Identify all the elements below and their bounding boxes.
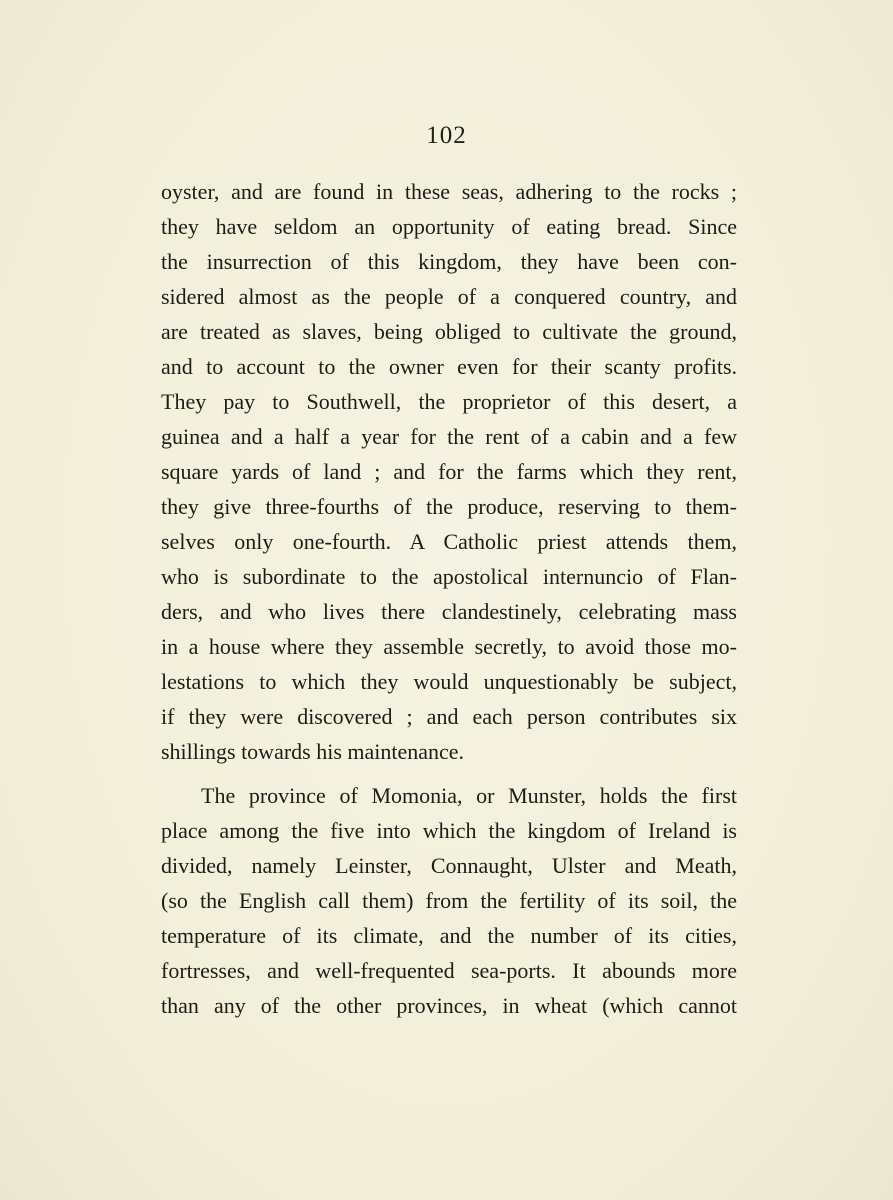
text-line-paragraph-start: The province of Momonia, or Munster, holds the first (201, 783, 737, 808)
text-line: temperature of its climate, and the number of its cities, (161, 923, 737, 948)
text-line: the insurrection of this kingdom, they have been con- (161, 249, 737, 274)
body-text (161, 174, 737, 1023)
page-number: 102 (426, 122, 467, 149)
text-line: who is subordinate to the apostolical internuncio of Flan- (161, 564, 737, 589)
text-line-paragraph-end: shillings towards his maintenance. (161, 739, 465, 764)
text-line: are treated as slaves, being obliged to cultivate the ground, (161, 319, 737, 344)
text-line: they have seldom an opportunity of eating bread. Since (161, 214, 737, 239)
text-line: they give three-fourths of the produce, reserving to them- (161, 494, 737, 519)
text-line: lestations to which they would unquestionably be subject, (161, 669, 737, 694)
text-line: fortresses, and well-frequented sea-ports. It abounds more (161, 958, 737, 983)
text-line: selves only one-fourth. A Catholic priest attends them, (161, 529, 737, 554)
text-line: place among the five into which the kingdom of Ireland is (161, 818, 737, 843)
text-line: and to account to the owner even for their scanty profits. (161, 354, 737, 379)
text-line: divided, namely Leinster, Connaught, Ulster and Meath, (161, 853, 737, 878)
text-line: ders, and who lives there clandestinely, celebrating mass (161, 599, 737, 624)
text-line: than any of the other provinces, in wheat (which cannot (161, 993, 737, 1018)
text-line: (so the English call them) from the fertility of its soil, the (161, 888, 737, 913)
text-line: square yards of land ; and for the farms which they rent, (161, 459, 737, 484)
text-line: guinea and a half a year for the rent of a cabin and a few (161, 424, 737, 449)
text-line: oyster, and are found in these seas, adhering to the rocks ; (161, 179, 737, 204)
text-line: in a house where they assemble secretly, to avoid those mo- (161, 634, 737, 659)
text-line: sidered almost as the people of a conquered country, and (161, 284, 737, 309)
text-line: They pay to Southwell, the proprietor of this desert, a (161, 389, 737, 414)
text-line: if they were discovered ; and each person contributes six (161, 704, 737, 729)
